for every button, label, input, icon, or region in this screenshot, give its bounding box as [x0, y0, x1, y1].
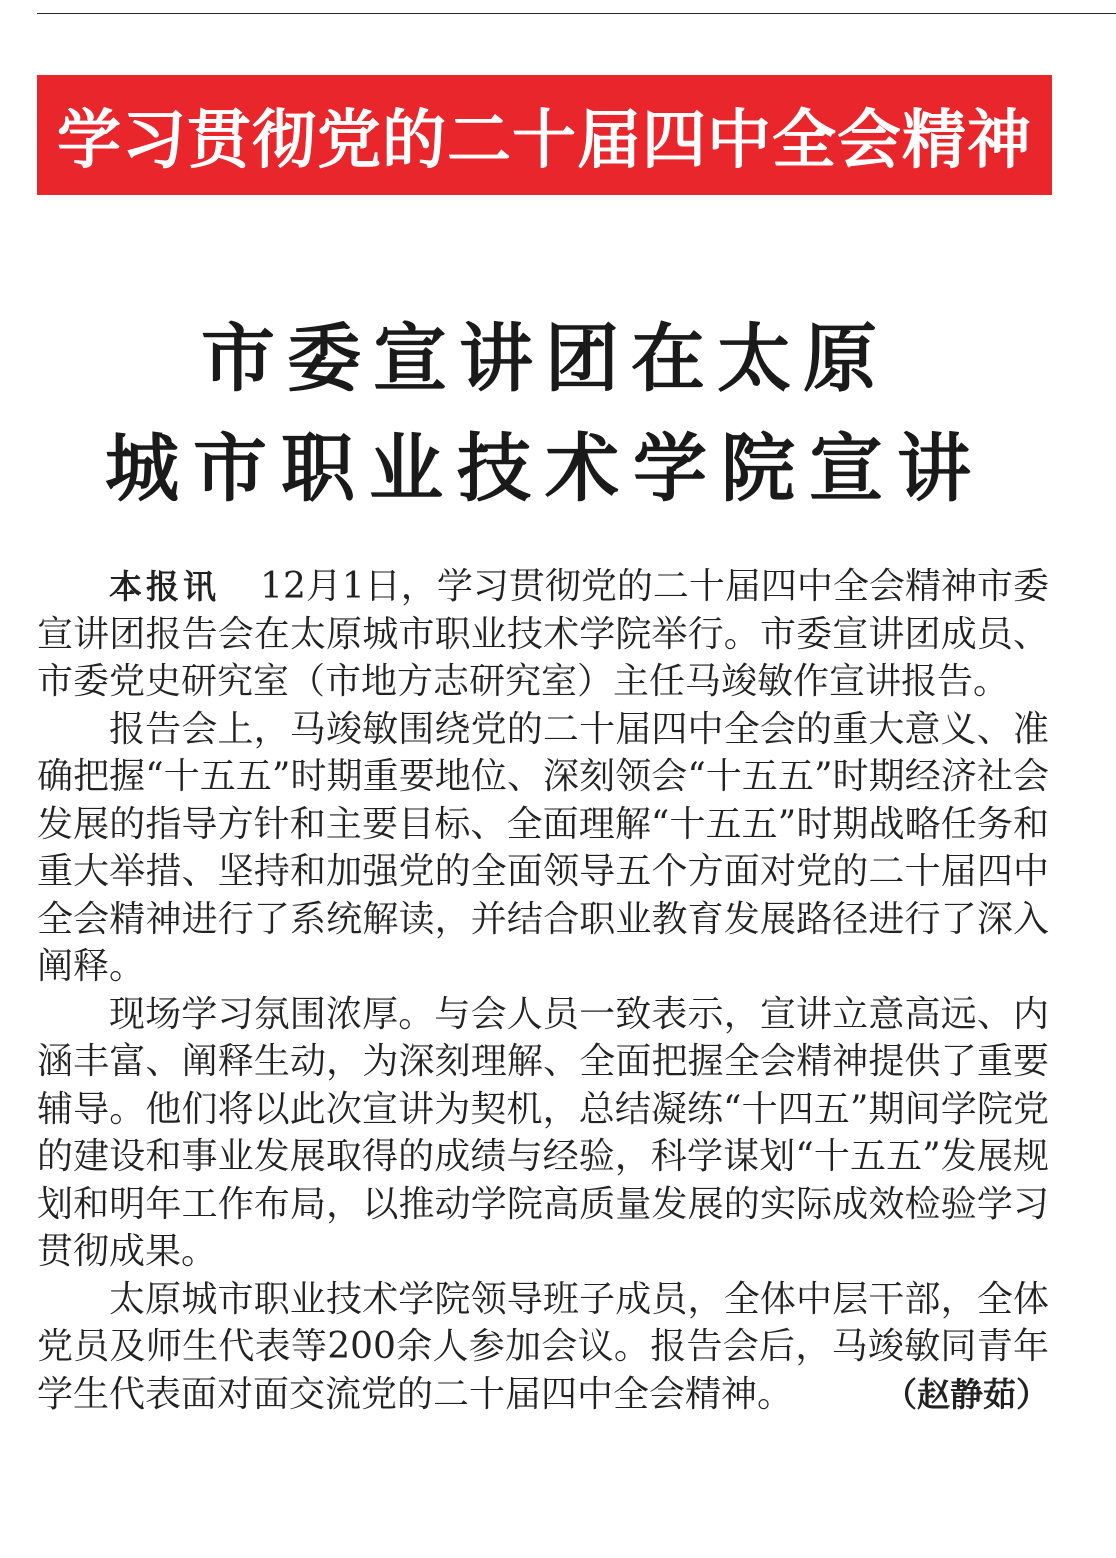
- column-banner-title: 学习贯彻党的二十届四中全会精神: [57, 104, 1032, 178]
- column-banner: [37, 75, 1052, 195]
- article-body: [37, 563, 1049, 1418]
- headline-line-1: 市委宣讲团在太原: [201, 316, 889, 403]
- paragraph-text: 12月1日，学习贯彻党的二十届四中全会精神市委宣讲团报告会在太原城市职业技术学院举行。市委宣讲团成员、市委党史研究室（市地方志研究室）主任马竣敏作宣讲报告。: [37, 566, 1050, 702]
- article-paragraph-3: 现场学习氛围浓厚。与会人员一致表示，宣讲立意高远、内涵丰富、阐释生动，为深刻理解、全面把握全会精神提供了重要辅导。他们将以此次宣讲为契机，总结凝练“十四五”期间学院党的建设和事业发展取得的成绩与经验，科学谋划“十五五”发展规划和明年工作布局，以推动学院高质量发展的实际成效检验学习贯彻成果。: [37, 993, 1049, 1272]
- paragraph-text: 太原城市职业技术学院领导班子成员，全体中层干部，全体党员及师生代表等200余人参加会议。报告会后，马竣敏同青年学生代表面对面交流党的二十届四中全会精神。: [37, 1278, 1049, 1415]
- dateline: 本报讯: [109, 567, 221, 606]
- article-paragraph-4: [37, 1276, 1049, 1419]
- top-rule: [37, 13, 1116, 14]
- article-paragraph-2: 报告会上，马竣敏围绕党的二十届四中全会的重大意义、准确把握“十五五”时期重要地位、深刻领会“十五五”时期经济社会发展的指导方针和主要目标、全面理解“十五五”时期战略任务和重大举措、坚持和加强党的全面领导五个方面对党的二十届四中全会精神进行了系统解读，并结合职业教育发展路径进行了深入阐释。: [37, 708, 1049, 987]
- byline: （赵静茹）: [884, 1374, 1049, 1414]
- article-paragraph-1: [37, 563, 1049, 706]
- headline: [0, 304, 1090, 524]
- headline-line-2: 城市职业技术学院宣讲: [105, 426, 985, 513]
